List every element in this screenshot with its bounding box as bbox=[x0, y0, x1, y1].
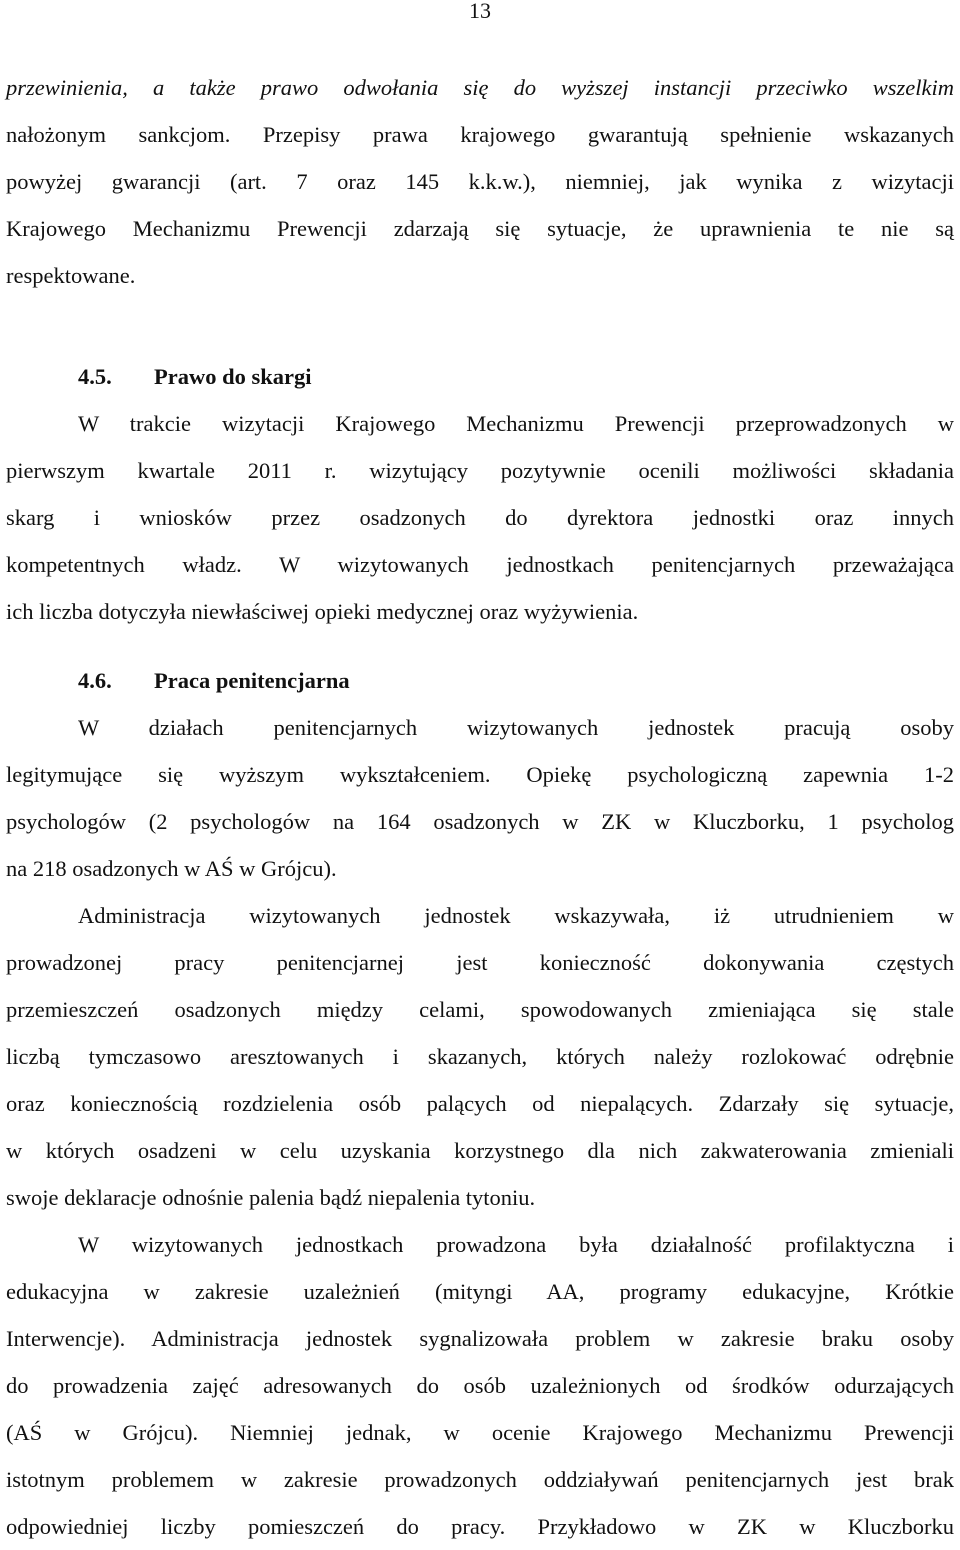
section-title: Prawo do skargi bbox=[154, 364, 312, 389]
text-line: swoje deklaracje odnośnie palenia bądź niepalenia tytoniu. bbox=[6, 1185, 536, 1210]
document-body bbox=[6, 64, 954, 1550]
text-line: pierwszym kwartale 2011 r. wizytujący pozytywnie ocenili możliwości składania bbox=[6, 458, 954, 483]
section-heading-4-5 bbox=[6, 353, 954, 400]
text-line: do prowadzenia zajęć adresowanych do osób uzależnionych od środków odurzających bbox=[6, 1373, 954, 1398]
text-line: przewinienia, a także prawo odwołania się do wyższej instancji przeciwko wszelkim bbox=[6, 75, 954, 100]
text-line: Krajowego Mechanizmu Prewencji zdarzają się sytuacje, że uprawnienia te nie są bbox=[6, 216, 954, 241]
section-title: Praca penitencjarna bbox=[154, 668, 350, 693]
text-line: edukacyjna w zakresie uzależnień (mityngi AA, programy edukacyjne, Krótkie bbox=[6, 1279, 954, 1304]
text-line: (AŚ w Grójcu). Niemniej jednak, w ocenie Krajowego Mechanizmu Prewencji bbox=[6, 1420, 954, 1445]
spacer bbox=[6, 635, 954, 657]
text-line: W działach penitencjarnych wizytowanych jednostek pracują osoby bbox=[78, 715, 954, 740]
text-line: Interwencje). Administracja jednostek sygnalizowała problem w zakresie braku osoby bbox=[6, 1326, 954, 1351]
section-heading-4-6 bbox=[6, 657, 954, 704]
text-line: W wizytowanych jednostkach prowadzona była działalność profilaktyczna i bbox=[78, 1232, 954, 1257]
text-line: powyżej gwarancji (art. 7 oraz 145 k.k.w.), niemniej, jak wynika z wizytacji bbox=[6, 169, 954, 194]
text-line: W trakcie wizytacji Krajowego Mechanizmu Prewencji przeprowadzonych w bbox=[78, 411, 954, 436]
text-line: odpowiedniej liczby pomieszczeń do pracy. Przykładowo w ZK w Kluczborku bbox=[6, 1514, 954, 1539]
spacer bbox=[6, 299, 954, 353]
page-number: 13 bbox=[469, 0, 491, 23]
text-line: na 218 osadzonych w AŚ w Grójcu). bbox=[6, 856, 337, 881]
section-4-6-paragraph-2 bbox=[6, 892, 954, 1221]
text-line: przemieszczeń osadzonych między celami, spowodowanych zmieniająca się stale bbox=[6, 997, 954, 1022]
text-line: istotnym problemem w zakresie prowadzonych oddziaływań penitencjarnych jest brak bbox=[6, 1467, 954, 1492]
text-line: prowadzonej pracy penitencjarnej jest konieczność dokonywania częstych bbox=[6, 950, 954, 975]
text-line: w których osadzeni w celu uzyskania korzystnego dla nich zakwaterowania zmieniali bbox=[6, 1138, 954, 1163]
section-4-6-paragraph-1 bbox=[6, 704, 954, 892]
intro-paragraph bbox=[6, 64, 954, 299]
text-line: psychologów (2 psychologów na 164 osadzonych w ZK w Kluczborku, 1 psycholog bbox=[6, 809, 954, 834]
text-line: skarg i wniosków przez osadzonych do dyrektora jednostki oraz innych bbox=[6, 505, 954, 530]
text-line: liczbą tymczasowo aresztowanych i skazanych, których należy rozlokować odrębnie bbox=[6, 1044, 954, 1069]
text-line: Administracja wizytowanych jednostek wskazywała, iż utrudnieniem w bbox=[78, 903, 954, 928]
text-line: oraz koniecznością rozdzielenia osób palących od niepalących. Zdarzały się sytuacje, bbox=[6, 1091, 954, 1116]
text-line: nałożonym sankcjom. Przepisy prawa krajowego gwarantują spełnienie wskazanych bbox=[6, 122, 954, 147]
section-number: 4.5. bbox=[78, 364, 112, 389]
text-line: legitymujące się wyższym wykształceniem. Opiekę psychologiczną zapewnia 1-2 bbox=[6, 762, 954, 787]
text-line: kompetentnych władz. W wizytowanych jednostkach penitencjarnych przeważająca bbox=[6, 552, 954, 577]
section-4-5-paragraph bbox=[6, 400, 954, 635]
text-line: ich liczba dotyczyła niewłaściwej opieki medycznej oraz wyżywienia. bbox=[6, 599, 639, 624]
section-4-6-paragraph-3 bbox=[6, 1221, 954, 1550]
text-line: respektowane. bbox=[6, 263, 136, 288]
section-number: 4.6. bbox=[78, 668, 112, 693]
